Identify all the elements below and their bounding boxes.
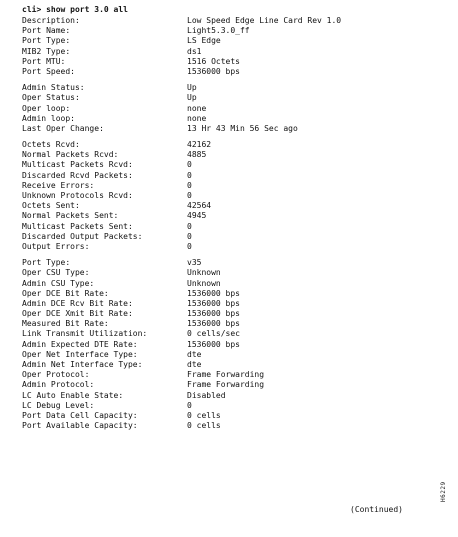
field-label: Oper DCE Bit Rate: xyxy=(22,288,109,298)
field-row xyxy=(22,47,442,57)
field-value: 1536000 bps xyxy=(187,339,240,349)
field-row xyxy=(22,201,442,211)
field-row xyxy=(22,181,442,191)
field-value: Low Speed Edge Line Card Rev 1.0 xyxy=(187,16,342,25)
figure-id: H6229 xyxy=(440,481,447,502)
field-row xyxy=(22,93,442,103)
field-label: Port Name: xyxy=(22,26,71,36)
field-value: 0 xyxy=(187,221,192,231)
field-value: Frame Forwarding xyxy=(187,370,265,380)
field-value: Up xyxy=(187,93,197,103)
field-value: Light5.3.0_ff xyxy=(187,26,250,36)
field-value: 1536000 bps xyxy=(187,288,240,298)
field-label: LC Debug Level: xyxy=(22,400,95,410)
field-label: Oper Status: xyxy=(22,93,80,103)
field-value: ds1 xyxy=(187,46,202,56)
field-row xyxy=(22,104,442,114)
field-value: 0 cells xyxy=(187,410,221,420)
field-label: Admin Net Interface Type: xyxy=(22,360,143,369)
field-row xyxy=(22,258,442,268)
field-value: 0 xyxy=(187,160,192,170)
field-row xyxy=(22,83,442,93)
field-label: Discarded Rcvd Packets: xyxy=(22,170,133,180)
field-row xyxy=(22,370,442,380)
field-label: LC Auto Enable State: xyxy=(22,390,124,400)
field-row xyxy=(22,150,442,160)
field-label: Port Type: xyxy=(22,36,71,46)
field-value: 42564 xyxy=(187,201,212,211)
output-section xyxy=(22,83,442,134)
field-label: Multicast Packets Rcvd: xyxy=(22,160,133,170)
field-row xyxy=(22,289,442,299)
field-row xyxy=(22,411,442,421)
field-value: 0 xyxy=(187,400,192,410)
field-value: dte xyxy=(187,349,202,359)
field-label: Port Type: xyxy=(22,258,71,268)
field-value: 4885 xyxy=(187,150,207,160)
field-row xyxy=(22,242,442,252)
field-label: Oper CSU Type: xyxy=(22,268,90,278)
field-row xyxy=(22,124,442,134)
field-value: Frame Forwarding xyxy=(187,380,265,390)
field-label: Normal Packets Sent: xyxy=(22,211,119,221)
field-row xyxy=(22,329,442,339)
field-row xyxy=(22,309,442,319)
field-value: 1536000 bps xyxy=(187,66,240,76)
field-value: 0 xyxy=(187,191,192,200)
field-label: Unknown Protocols Rcvd: xyxy=(22,191,133,200)
field-label: Admin DCE Rcv Bit Rate: xyxy=(22,298,133,308)
field-value: none xyxy=(187,103,207,113)
field-label: Description: xyxy=(22,16,80,25)
field-label: Admin Protocol: xyxy=(22,380,95,390)
port-details xyxy=(22,16,442,431)
field-value: 1536000 bps xyxy=(187,298,240,308)
field-value: 0 cells/sec xyxy=(187,329,240,339)
field-row xyxy=(22,391,442,401)
field-label: Admin CSU Type: xyxy=(22,278,95,288)
field-value: LS Edge xyxy=(187,36,221,46)
field-row xyxy=(22,319,442,329)
field-label: Oper DCE Xmit Bit Rate: xyxy=(22,309,133,319)
field-value: Disabled xyxy=(187,390,226,400)
field-row xyxy=(22,57,442,67)
field-label: Last Oper Change: xyxy=(22,123,104,133)
field-label: Port Data Cell Capacity: xyxy=(22,410,138,420)
field-label: Oper Protocol: xyxy=(22,370,90,380)
field-value: 13 Hr 43 Min 56 Sec ago xyxy=(187,123,298,133)
field-row xyxy=(22,340,442,350)
field-label: Oper Net Interface Type: xyxy=(22,349,138,359)
field-value: 0 xyxy=(187,170,192,180)
field-value: v35 xyxy=(187,258,202,268)
field-label: Admin Status: xyxy=(22,83,85,93)
cli-command: cli> show port 3.0 all xyxy=(22,5,128,14)
output-section xyxy=(22,16,442,77)
field-label: MIB2 Type: xyxy=(22,46,71,56)
field-row xyxy=(22,114,442,124)
field-row xyxy=(22,140,442,150)
field-row xyxy=(22,211,442,221)
field-label: Port Available Capacity: xyxy=(22,421,138,431)
field-label: Output Errors: xyxy=(22,241,90,251)
field-value: 0 xyxy=(187,231,192,241)
field-label: Octets Rcvd: xyxy=(22,140,80,150)
field-row xyxy=(22,26,442,36)
field-label: Multicast Packets Sent: xyxy=(22,221,133,231)
field-row xyxy=(22,67,442,77)
field-row xyxy=(22,299,442,309)
field-value: 1536000 bps xyxy=(187,319,240,329)
field-value: 42162 xyxy=(187,140,212,150)
field-label: Measured Bit Rate: xyxy=(22,319,109,329)
field-row xyxy=(22,232,442,242)
field-row xyxy=(22,360,442,370)
cli-output xyxy=(22,4,442,431)
field-value: none xyxy=(187,113,207,123)
field-label: Normal Packets Rcvd: xyxy=(22,150,119,160)
field-row xyxy=(22,279,442,289)
field-value: 0 xyxy=(187,241,192,251)
field-value: Unknown xyxy=(187,268,221,278)
field-value: Unknown xyxy=(187,278,221,288)
field-row xyxy=(22,350,442,360)
field-value: Up xyxy=(187,83,197,93)
field-row xyxy=(22,16,442,26)
field-label: Oper loop: xyxy=(22,103,71,113)
field-row xyxy=(22,222,442,232)
continued-note: (Continued) xyxy=(350,505,403,514)
field-row xyxy=(22,36,442,46)
output-section xyxy=(22,258,442,431)
field-row xyxy=(22,171,442,181)
field-value: 1536000 bps xyxy=(187,309,240,319)
field-label: Discarded Output Packets: xyxy=(22,231,143,241)
field-label: Octets Sent: xyxy=(22,201,80,211)
output-section xyxy=(22,140,442,252)
field-value: 4945 xyxy=(187,211,207,221)
field-row xyxy=(22,380,442,390)
field-value: 0 cells xyxy=(187,421,221,431)
field-label: Admin Expected DTE Rate: xyxy=(22,339,138,349)
field-row xyxy=(22,191,442,201)
field-label: Port Speed: xyxy=(22,66,75,76)
field-label: Port MTU: xyxy=(22,56,66,66)
field-label: Admin loop: xyxy=(22,113,75,123)
field-value: dte xyxy=(187,360,202,369)
field-value: 1516 Octets xyxy=(187,56,240,66)
field-value: 0 xyxy=(187,180,192,190)
field-row xyxy=(22,160,442,170)
field-row xyxy=(22,268,442,278)
field-row xyxy=(22,421,442,431)
field-label: Link Transmit Utilization: xyxy=(22,329,148,339)
field-label: Receive Errors: xyxy=(22,180,95,190)
field-row xyxy=(22,401,442,411)
